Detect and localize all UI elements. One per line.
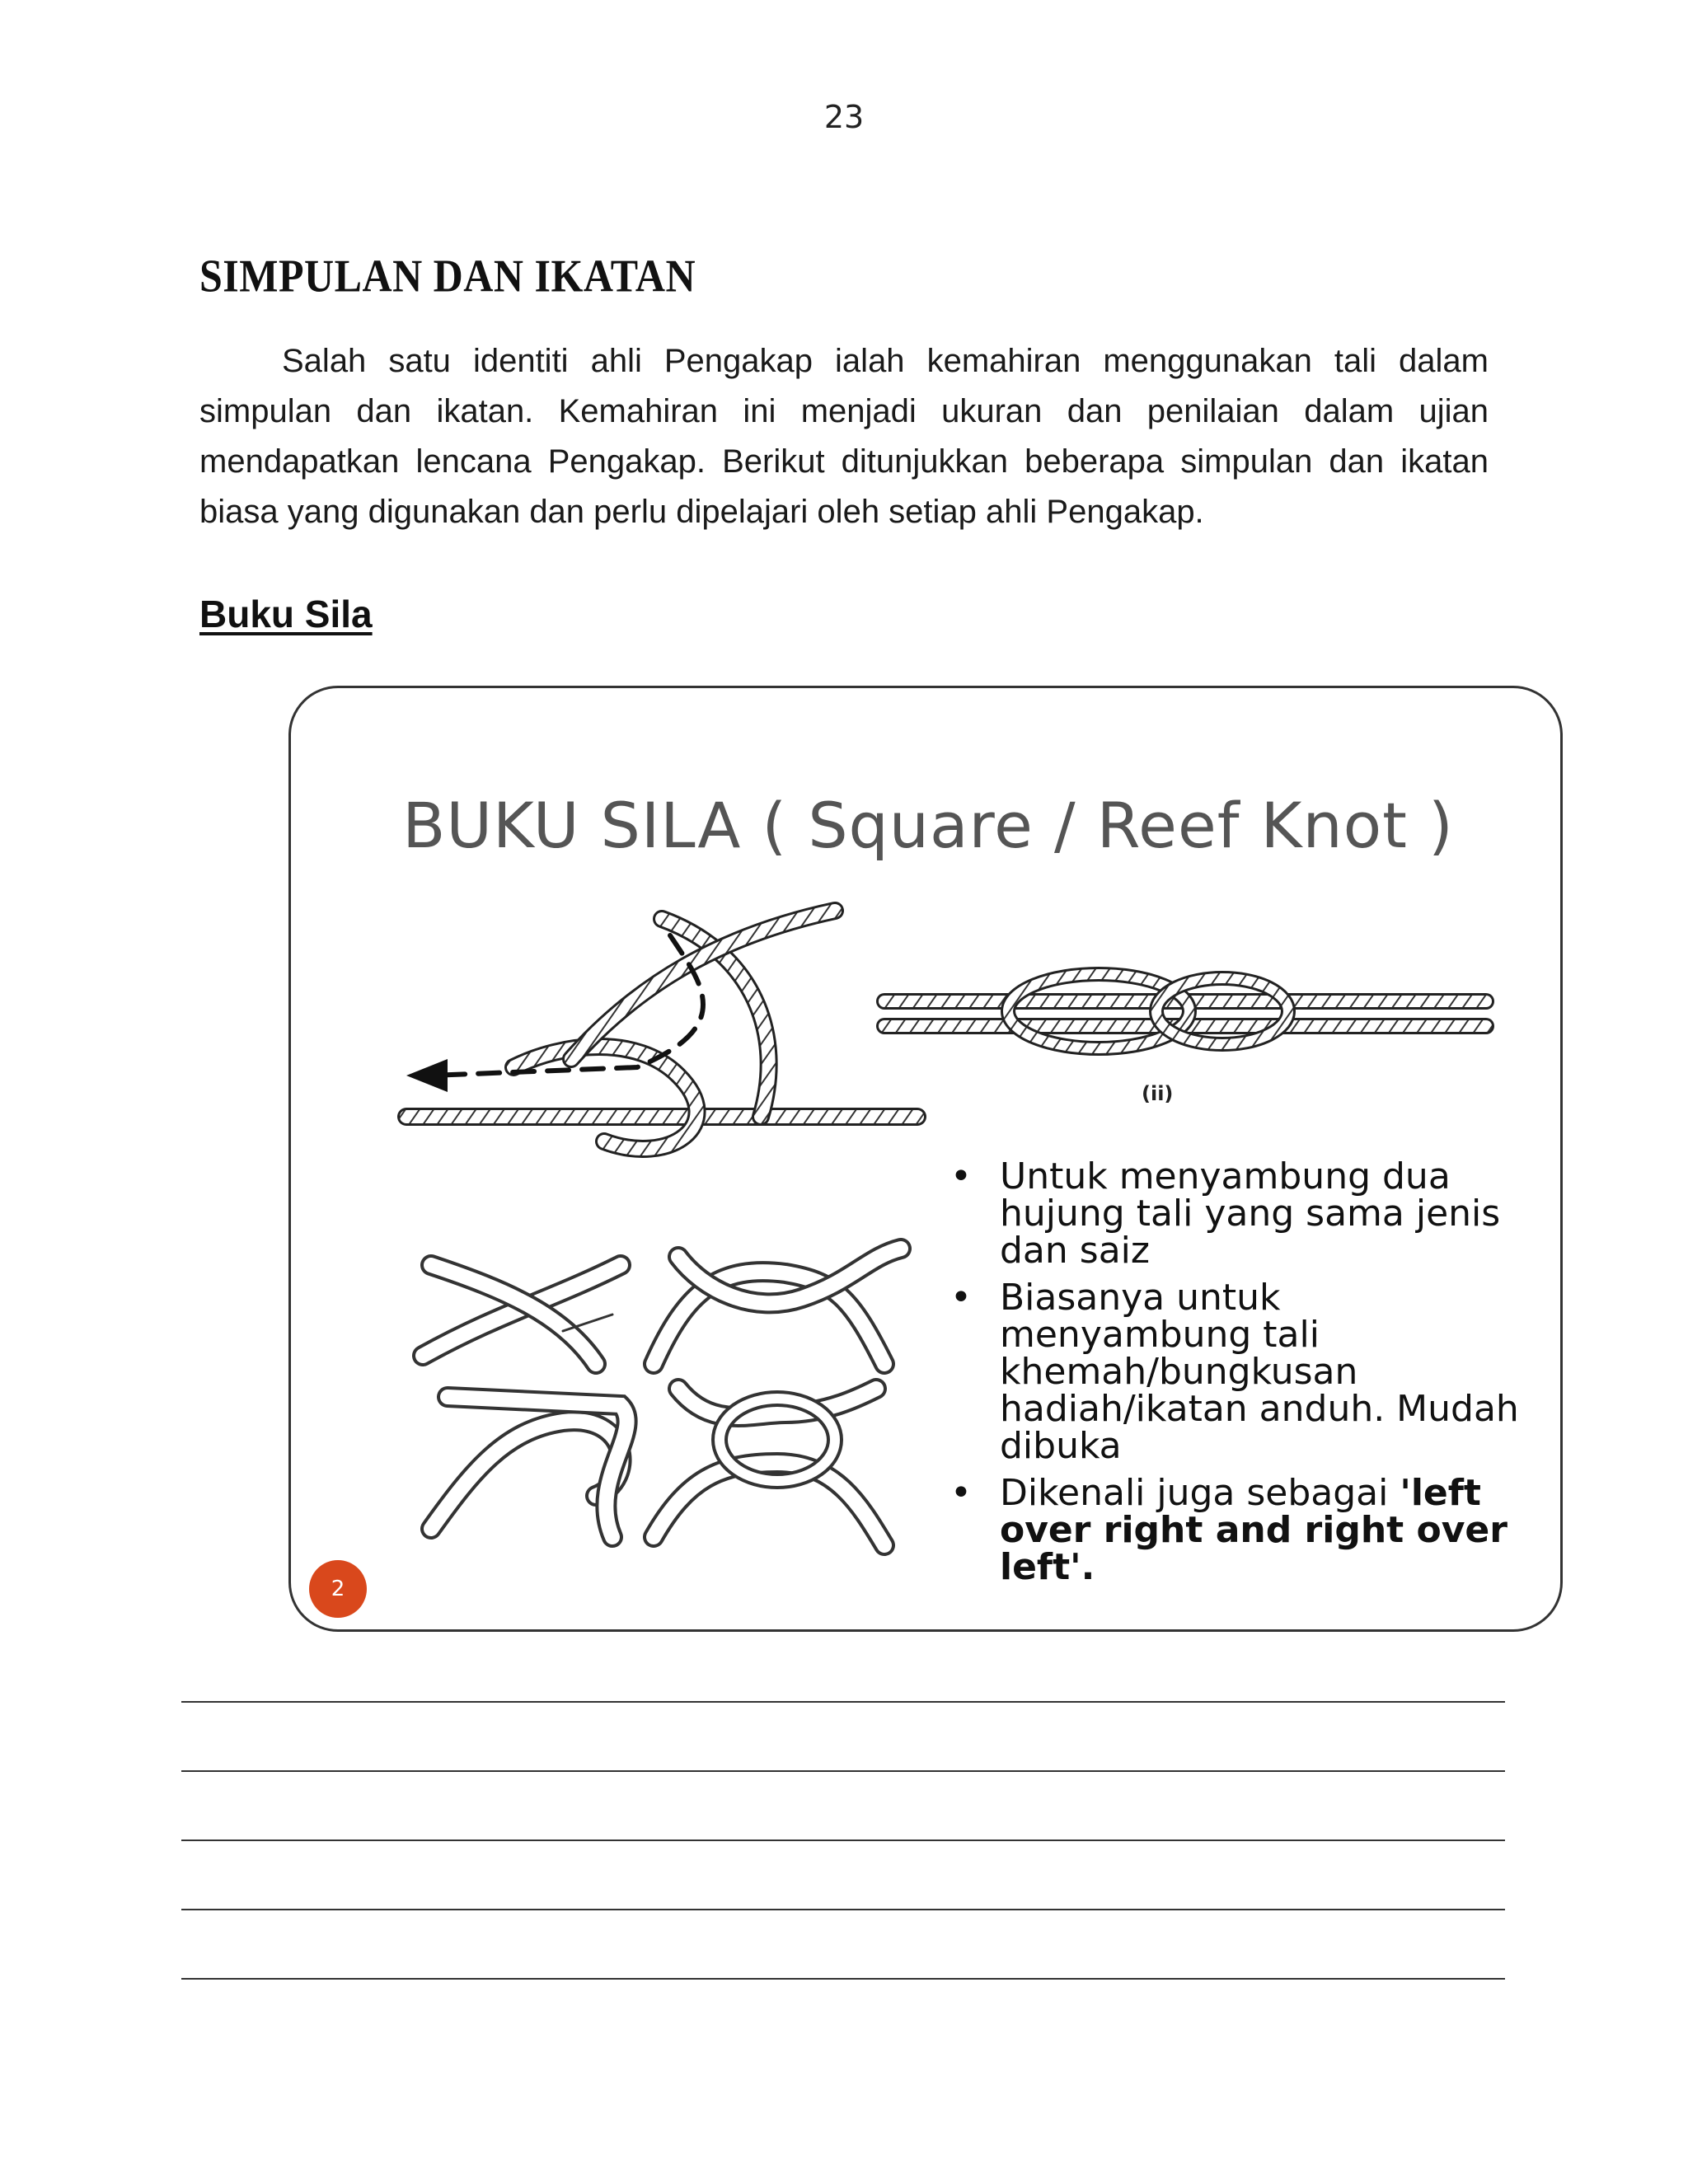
writing-line <box>181 1909 1505 1910</box>
slide-number-badge: 2 <box>309 1560 367 1618</box>
bullet-dot: • <box>950 1472 972 1514</box>
knot-slide <box>288 686 1563 1632</box>
bullet-item <box>950 1279 1527 1465</box>
figure-caption: (ii) <box>1142 1082 1174 1105</box>
bullet-text: Biasanya untuk menyambung tali khemah/bungkusan hadiah/ikatan anduh. Mudah dibuka <box>1000 1277 1519 1467</box>
writing-line <box>181 1978 1505 1980</box>
slide-title: BUKU SILA ( Square / Reef Knot ) <box>402 789 1454 862</box>
bullet-item <box>950 1474 1527 1586</box>
step-drawings <box>423 1249 901 1545</box>
bullet-dot: • <box>950 1277 972 1319</box>
subsection-title: Buku Sila <box>199 593 373 635</box>
step-3 <box>431 1397 627 1537</box>
writing-line <box>181 1701 1505 1703</box>
writing-line <box>181 1770 1505 1772</box>
writing-line <box>181 1840 1505 1841</box>
intro-paragraph: Salah satu identiti ahli Pengakap ialah kemahiran menggunakan tali dalam simpulan dan ikatan. Kemahiran ini menjadi ukuran dan penilaian dalam ujian mendapatkan lencana Pengakap. Berikut ditunjukkan beberapa simpulan dan ikatan biasa yang digunakan dan perlu dipelajari oleh setiap ahli Pengakap. <box>199 343 1489 530</box>
bullet-list <box>950 1155 1527 1596</box>
bullet-emphasis: 'left over right and right over left'. <box>1000 1472 1507 1588</box>
bullet-text: Dikenali juga sebagai <box>1000 1472 1400 1514</box>
bullet-dot: • <box>950 1155 972 1197</box>
section-title: SIMPULAN DAN IKATAN <box>199 250 696 302</box>
step-4 <box>654 1389 884 1545</box>
bullet-text: Untuk menyambung dua hujung tali yang sama jenis dan saiz <box>1000 1155 1501 1272</box>
page-number: 23 <box>823 99 865 135</box>
bullet-item <box>950 1155 1527 1272</box>
finished-knot <box>884 974 1486 1048</box>
tying-diagram <box>406 911 917 1149</box>
step-1 <box>423 1265 621 1364</box>
step-2 <box>654 1249 901 1364</box>
